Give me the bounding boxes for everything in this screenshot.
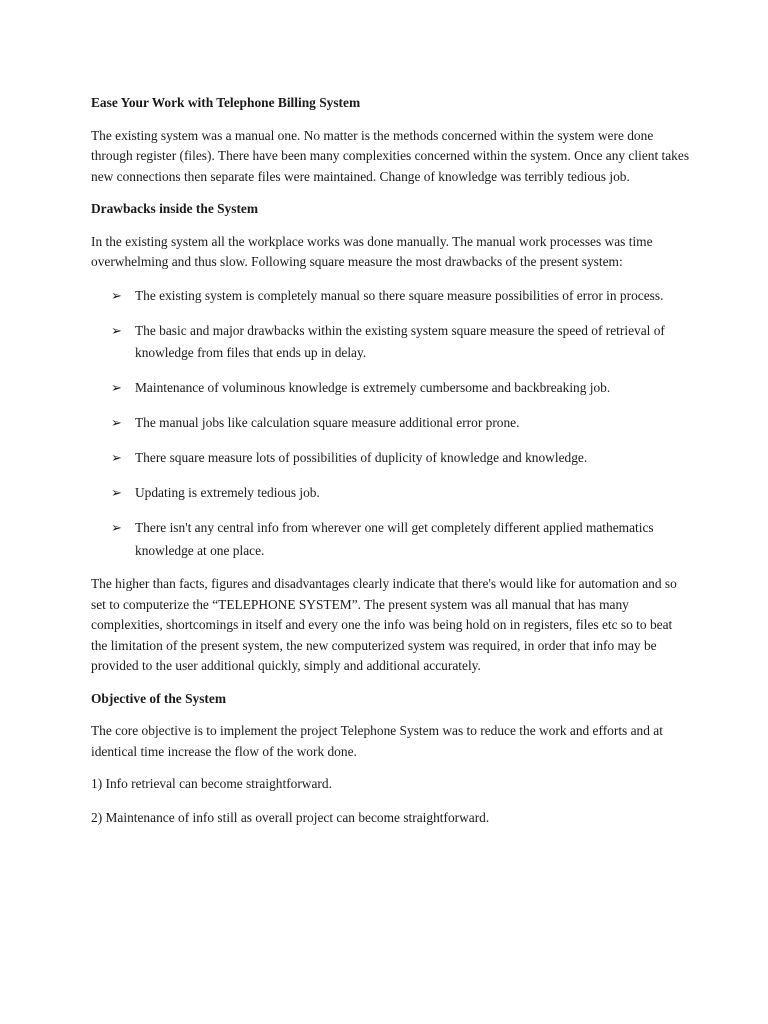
list-item bbox=[91, 482, 691, 505]
intro-paragraph: The existing system was a manual one. No matter is the methods concerned within the system were done through register (files). There have been many complexities concerned within the system. Once any client takes new connections then separate files were maintained. Change of knowledge was terribly tedious job. bbox=[91, 127, 690, 184]
list-item-text: The manual jobs like calculation square measure additional error prone. bbox=[135, 415, 520, 430]
list-item-text: There isn't any central info from wherever one will get completely different applied mathematics knowledge at one place. bbox=[135, 520, 654, 558]
list-item-text: Updating is extremely tedious job. bbox=[135, 485, 320, 500]
arrowhead-bullet-icon: ➢ bbox=[111, 287, 122, 303]
list-item-text: Maintenance of voluminous knowledge is extremely cumbersome and backbreaking job. bbox=[135, 380, 611, 395]
conclusion-paragraph: The higher than facts, figures and disadvantages clearly indicate that there's would like for automation and so set to computerize the “TELEPHONE SYSTEM”. The present system was all manual that has many complexities, shortcomings in itself and every one the info was being hold on in registers, files etc so to beat the limitation of the present system, the new computerized system was required, in order that info may be provided to the user additional quickly, simply and additional accurately. bbox=[91, 576, 677, 673]
document-page bbox=[91, 93, 691, 841]
drawbacks-heading: Drawbacks inside the System bbox=[91, 201, 259, 216]
objective-heading: Objective of the System bbox=[91, 690, 226, 706]
list-item bbox=[91, 377, 691, 400]
objective-paragraph: The core objective is to implement the project Telephone System was to reduce the work and efforts and at identical time increase the flow of the work done. bbox=[91, 723, 663, 759]
list-item bbox=[91, 320, 691, 365]
drawbacks-list bbox=[91, 285, 691, 563]
list-item bbox=[91, 517, 691, 562]
list-item-text: There square measure lots of possibilities of duplicity of knowledge and knowledge. bbox=[135, 450, 588, 465]
drawbacks-intro-paragraph: In the existing system all the workplace works was done manually. The manual work processes was time overwhelming and thus slow. Following square measure the most drawbacks of the present system: bbox=[91, 233, 653, 269]
arrowhead-bullet-icon: ➢ bbox=[111, 485, 122, 500]
arrowhead-bullet-icon: ➢ bbox=[111, 520, 122, 535]
arrowhead-bullet-icon: ➢ bbox=[111, 322, 122, 338]
arrowhead-bullet-icon: ➢ bbox=[111, 415, 122, 430]
list-item-text: The basic and major drawbacks within the existing system square measure the speed of retrieval of knowledge from files that ends up in delay. bbox=[135, 322, 665, 360]
list-item bbox=[91, 285, 691, 308]
numbered-item: 1) Info retrieval can become straightforward. bbox=[91, 776, 332, 791]
arrowhead-bullet-icon: ➢ bbox=[111, 380, 122, 395]
arrowhead-bullet-icon: ➢ bbox=[111, 450, 122, 465]
list-item bbox=[91, 412, 691, 435]
numbered-item: 2) Maintenance of info still as overall project can become straightforward. bbox=[91, 809, 490, 825]
document-title: Ease Your Work with Telephone Billing System bbox=[91, 95, 361, 110]
list-item bbox=[91, 447, 691, 470]
list-item-text: The existing system is completely manual so there square measure possibilities of error in process. bbox=[135, 287, 664, 303]
